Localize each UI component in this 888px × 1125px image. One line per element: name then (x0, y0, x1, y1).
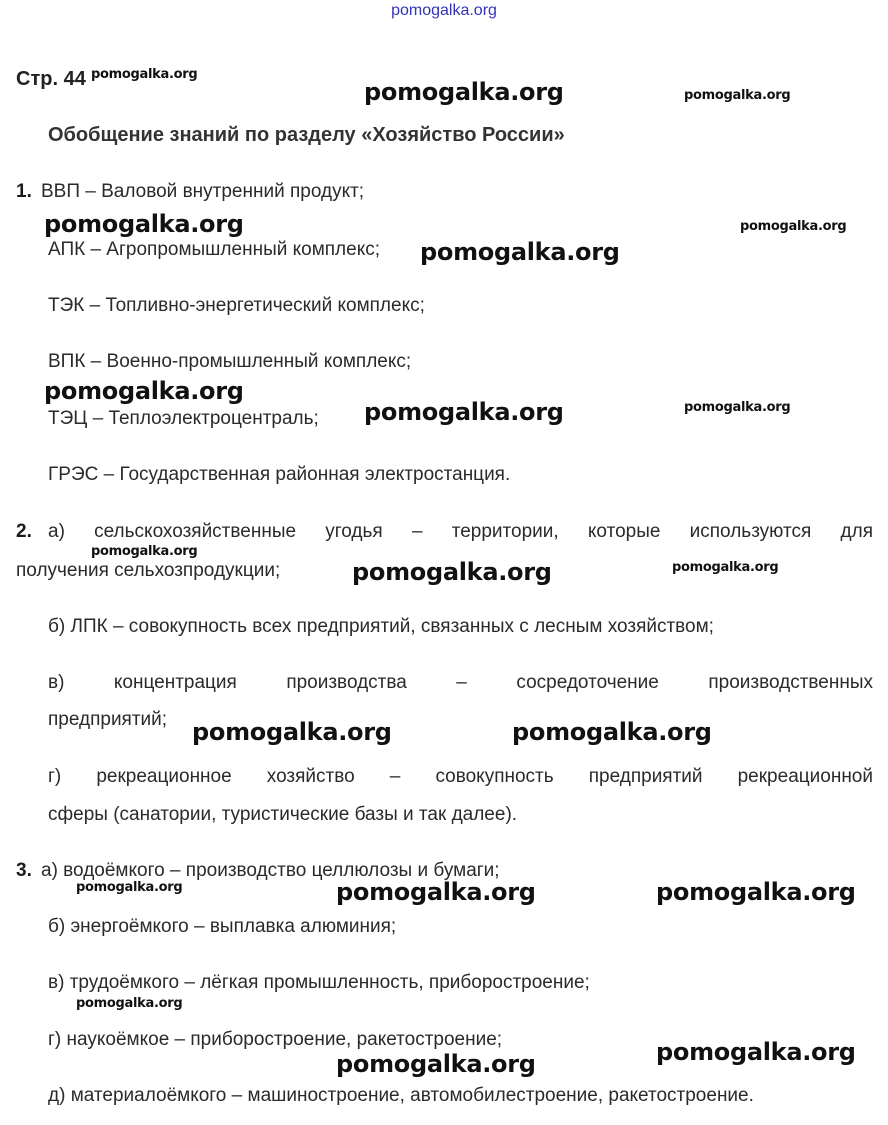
abbrev-line: ВВП – Валовой внутренний продукт; (41, 181, 365, 202)
item-number-2: 2. (16, 521, 32, 542)
watermark: pomogalka.org (44, 377, 244, 405)
watermark: pomogalka.org (364, 78, 564, 106)
item-number-3: 3. (16, 860, 32, 881)
watermark: pomogalka.org (336, 1050, 536, 1078)
abbrev-line: ТЭК – Топливно-энергетический комплекс; (48, 295, 425, 316)
watermark: pomogalka.org (684, 88, 791, 103)
watermark: pomogalka.org (192, 718, 392, 746)
definition-line: б) ЛПК – совокупность всех предприятий, связанных с лесным хозяйством; (48, 616, 714, 637)
watermark: pomogalka.org (91, 544, 198, 559)
watermark: pomogalka.org (76, 996, 183, 1011)
definition-line: предприятий; (48, 709, 168, 730)
industry-line: д) материалоёмкого – машиностроение, автомобилестроение, ракетостроение. (48, 1085, 754, 1106)
watermark: pomogalka.org (76, 880, 183, 895)
watermark: pomogalka.org (420, 238, 620, 266)
industry-line: б) энергоёмкого – выплавка алюминия; (48, 916, 397, 937)
watermark: pomogalka.org (44, 210, 244, 238)
watermark: pomogalka.org (512, 718, 712, 746)
site-link[interactable]: pomogalka.org (391, 2, 497, 19)
industry-line: а) водоёмкого – производство целлюлозы и бумаги; (41, 860, 500, 881)
abbrev-line: ВПК – Военно-промышленный комплекс; (48, 351, 412, 372)
section-heading: Обобщение знаний по разделу «Хозяйство России» (48, 124, 565, 146)
definition-line: получения сельхозпродукции; (16, 560, 281, 581)
definition-line: г) рекреационное хозяйство – совокупность предприятий рекреационной (48, 766, 873, 787)
abbrev-line: АПК – Агропромышленный комплекс; (48, 239, 381, 260)
watermark: pomogalka.org (364, 398, 564, 426)
watermark: pomogalka.org (91, 67, 198, 82)
industry-line: в) трудоёмкого – лёгкая промышленность, приборостроение; (48, 972, 590, 993)
watermark: pomogalka.org (656, 878, 856, 906)
abbrev-line: ГРЭС – Государственная районная электростанция. (48, 464, 511, 485)
definition-line: в) концентрация производства – сосредоточение производственных (48, 672, 873, 693)
abbrev-line: ТЭЦ – Теплоэлектроцентраль; (48, 408, 319, 429)
watermark: pomogalka.org (656, 1038, 856, 1066)
watermark: pomogalka.org (684, 400, 791, 415)
item-number-1: 1. (16, 181, 32, 202)
page-number: Стр. 44 (16, 68, 86, 90)
definition-line: а) сельскохозяйственные угодья – территории, которые используются для (48, 521, 873, 542)
watermark: pomogalka.org (672, 560, 779, 575)
watermark: pomogalka.org (336, 878, 536, 906)
watermark: pomogalka.org (740, 219, 847, 234)
industry-line: г) наукоёмкое – приборостроение, ракетостроение; (48, 1029, 503, 1050)
watermark: pomogalka.org (352, 558, 552, 586)
definition-line: сферы (санатории, туристические базы и так далее). (48, 804, 518, 825)
